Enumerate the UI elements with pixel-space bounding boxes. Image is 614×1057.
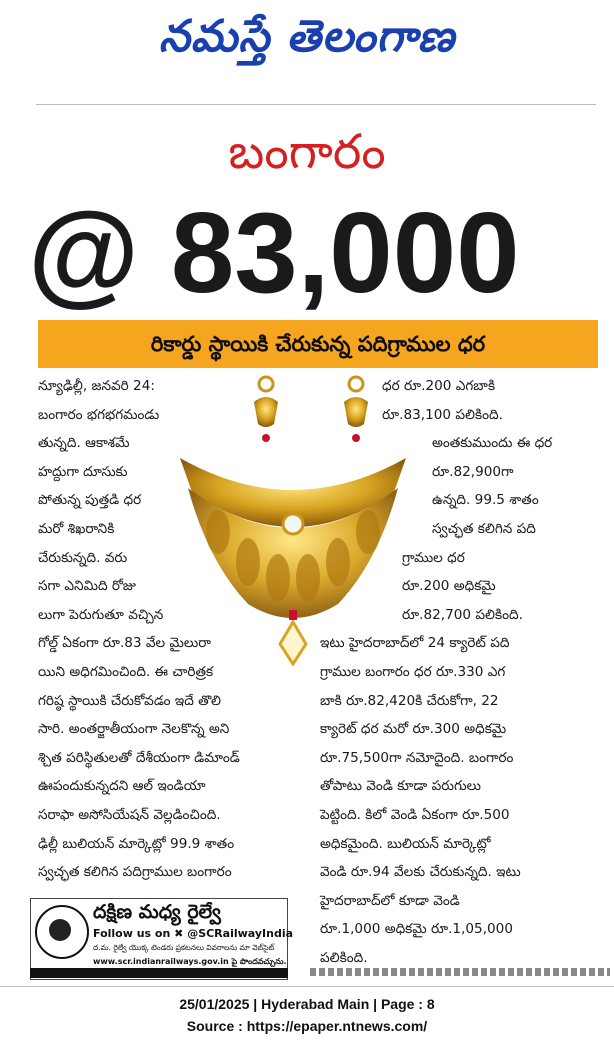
- footer-divider: [0, 986, 614, 987]
- article-line-left: చేరుకున్నది. వరు: [38, 549, 128, 566]
- article-line-left: మరో శిఖరానికి: [38, 520, 115, 537]
- masthead: నమస్తే తెలంగాణ: [158, 11, 456, 62]
- railway-seal-logo: [35, 905, 89, 959]
- article-line-right: బాకి రూ.82,420కి చేరుకోగా, 22: [320, 692, 499, 709]
- article-line-right: ఇటు హైదరాబాద్‌లో 24 క్యారెట్ పది: [320, 635, 510, 652]
- earring-right: [344, 377, 368, 442]
- subheadline-banner: రికార్డు స్థాయికి చేరుకున్న పదిగ్రాముల ధర: [38, 320, 598, 368]
- article-line-left: యిని అధిగమించింది. ఈ చారిత్రక: [38, 663, 214, 680]
- article-line-left: గోల్డ్ ఏకంగా రూ.83 వేల మైలురా: [38, 635, 211, 652]
- article-line-left: గరిష్ఠ స్థాయికి చేరుకోవడం ఇదే తొలి: [38, 692, 221, 709]
- article-line-left: న్యూఢిల్లీ, జనవరి 24:: [38, 378, 155, 394]
- earring-left: [254, 377, 278, 442]
- ad-website-link[interactable]: www.scr.indianrailways.gov.in పై పొందవచ్చును.: [93, 957, 287, 966]
- article-line-right: రూ.82,900గా: [432, 463, 514, 480]
- article-line-right: హైదరాబాద్‌లో కూడా వెండి: [320, 892, 460, 909]
- article-line-left: శ్చిత పరిస్థితులతో దేశీయంగా డిమాండ్: [38, 749, 240, 766]
- article-line-right: రూ.1,000 అధికమై రూ.1,05,000: [320, 921, 513, 938]
- article-line-left: లుగా పెరుగుతూ వచ్చిన: [38, 606, 164, 623]
- article-line-right: అంతకుముందు ఈ ధర: [432, 435, 553, 452]
- gold-necklace-image: [158, 372, 428, 672]
- article-line-right: ధర రూ.200 ఎగబాకి: [382, 378, 496, 394]
- article-line-right: పలికింది.: [320, 949, 368, 966]
- article-line-left: సరాఫా అసోసియేషన్ వెల్లడించింది.: [38, 806, 221, 823]
- article-line-left: ఢిల్లీ బులియన్ మార్కెట్లో 99.9 శాతం: [38, 835, 235, 852]
- article-line-right: తోపాటు వెండి కూడా పరుగులు: [320, 778, 481, 795]
- article-line-right: క్యారెట్ ధర మరో రూ.300 అధికమై: [320, 721, 507, 738]
- article-line-right: రూ.75,500గా నమోదైంది. బంగారం: [320, 749, 514, 766]
- ad-follow-text: Follow us on ✖ @SCRailwayIndia: [93, 927, 294, 940]
- article-line-left: పోతున్న పుత్తడి ధర: [38, 492, 142, 509]
- footer-date-line: 25/01/2025 | Hyderabad Main | Page : 8: [179, 996, 435, 1012]
- footer-source-link[interactable]: Source : https://epaper.ntnews.com/: [186, 1018, 428, 1034]
- article-line-left: స్వచ్ఛత కలిగిన పదిగ్రాముల బంగారం: [38, 864, 232, 881]
- ad-notice-text: ద.మ. రైల్వే యొక్క టెండరు ప్రకటనలు వివరాలను మా వెబ్‌సైట్: [93, 943, 275, 952]
- headline-kicker: బంగారం: [228, 124, 386, 180]
- article-line-left: సారి. అంతర్జాతీయంగా నెలకొన్న అని: [38, 721, 230, 738]
- article-line-right: గ్రాముల బంగారం ధర రూ.330 ఎగ: [320, 663, 506, 680]
- article-line-left: తున్నది. ఆకాశమే: [38, 435, 130, 452]
- article-line-right: రూ.82,700 పలికింది.: [402, 606, 523, 623]
- article-line-right: స్వచ్ఛత కలిగిన పది: [432, 520, 536, 537]
- article-line-left: ఊపందుకున్నదని ఆల్ ఇండియా: [38, 778, 206, 795]
- header-divider: [36, 104, 596, 105]
- article-line-right: రూ.200 అధికమై: [402, 578, 496, 595]
- ad-title: దక్షిణ మధ్య రైల్వే: [93, 901, 221, 923]
- article-line-right: పెట్టింది. కిలో వెండి ఏకంగా రూ.500: [320, 806, 510, 823]
- article-line-right: ఉన్నది. 99.5 శాతం: [432, 492, 539, 509]
- article-line-right: గ్రాముల ధర: [402, 549, 465, 566]
- clipped-text-strip: [310, 968, 610, 976]
- headline-price: @ 83,000: [28, 190, 520, 317]
- article-line-left: హద్దుగా దూసుకు: [38, 463, 128, 480]
- article-line-right: అధికమైంది. బులియన్ మార్కెట్లో: [320, 835, 491, 852]
- article-line-left: సగా ఎనిమిది రోజు: [38, 578, 136, 595]
- ad-cut-strip: [30, 968, 288, 978]
- article-line-right: వెండి రూ.94 వేలకు చేరుకున్నది. ఇటు: [320, 864, 521, 881]
- article-line-left: బంగారం భగభగమండు: [38, 406, 160, 423]
- article-line-right: రూ.83,100 పలికింది.: [382, 406, 503, 423]
